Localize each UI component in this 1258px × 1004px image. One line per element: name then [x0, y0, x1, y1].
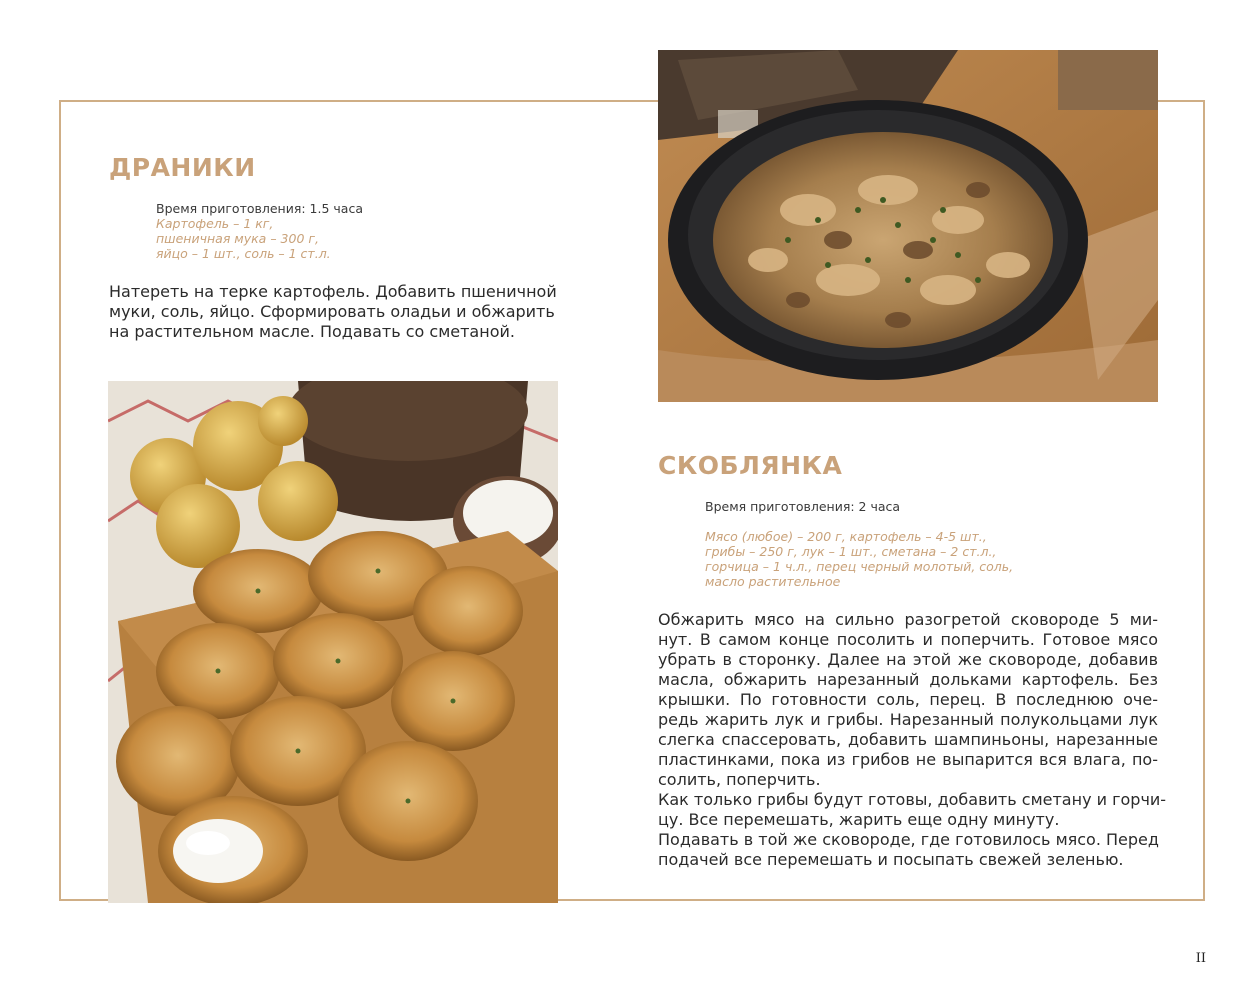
instruction-line: редь жарить лук и грибы. Нарезанный полукольцами лук	[658, 710, 1158, 729]
instruction-line: Натереть на терке картофель. Добавить пшеничной	[109, 282, 557, 301]
recipe1-title: ДРАНИКИ	[109, 153, 256, 182]
instruction-line: солить, поперчить.	[658, 770, 821, 789]
recipe1-instructions	[109, 282, 561, 342]
instruction-line: слегка спассеровать, добавить шампиньоны, нарезанные	[658, 730, 1158, 749]
instruction-line: нут. В самом конце посолить и поперчить. Готовое мясо	[658, 630, 1158, 649]
recipe1-ingredients	[156, 216, 331, 261]
skoblyanka-photo	[658, 50, 1158, 402]
instruction-line: пластинками, пока из грибов не выпарится вся влага, по-	[658, 750, 1158, 769]
instruction-line: цу. Все перемешать, жарить еще одну минуту.	[658, 810, 1060, 829]
instruction-line: на растительном масле. Подавать со сметаной.	[109, 322, 515, 341]
ingredient-line: масло растительное	[705, 574, 841, 589]
instruction-line: подачей все перемешать и посыпать свежей зеленью.	[658, 850, 1124, 869]
instruction-line: Подавать в той же сковороде, где готовилось мясо. Перед	[658, 830, 1159, 849]
instruction-line: Обжарить мясо на сильно разогретой сковороде 5 ми-	[658, 610, 1158, 629]
ingredient-line: Картофель – 1 кг,	[156, 216, 274, 231]
ingredient-line: пшеничная мука – 300 г,	[156, 231, 319, 246]
recipe2-title: СКОБЛЯНКА	[658, 451, 843, 480]
recipe2-ingredients	[705, 529, 1013, 589]
ingredient-line: яйцо – 1 шт., соль – 1 ст.л.	[156, 246, 331, 261]
instruction-line: масла, обжарить нарезанный дольками картофель. Без	[658, 670, 1158, 689]
instruction-line: Как только грибы будут готовы, добавить сметану и горчи-	[658, 790, 1167, 809]
draniki-photo	[108, 381, 558, 903]
recipe2-instructions	[658, 610, 1167, 870]
instruction-line: крышки. По готовности соль, перец. В последнюю оче-	[658, 690, 1158, 709]
page-number: II	[1195, 951, 1206, 966]
recipe2-cooking-time: Время приготовления: 2 часа	[705, 499, 901, 514]
ingredient-line: Мясо (любое) – 200 г, картофель – 4-5 шт.,	[705, 529, 987, 544]
ingredient-line: горчица – 1 ч.л., перец черный молотый, соль,	[705, 559, 1014, 574]
ingredient-line: грибы – 250 г, лук – 1 шт., сметана – 2 ст.л.,	[705, 544, 997, 559]
instruction-line: муки, соль, яйцо. Сформировать оладьи и обжарить	[109, 302, 555, 321]
instruction-line: убрать в сторонку. Далее на этой же сковороде, добавив	[658, 650, 1158, 669]
recipe1-cooking-time: Время приготовления: 1.5 часа	[156, 201, 363, 216]
